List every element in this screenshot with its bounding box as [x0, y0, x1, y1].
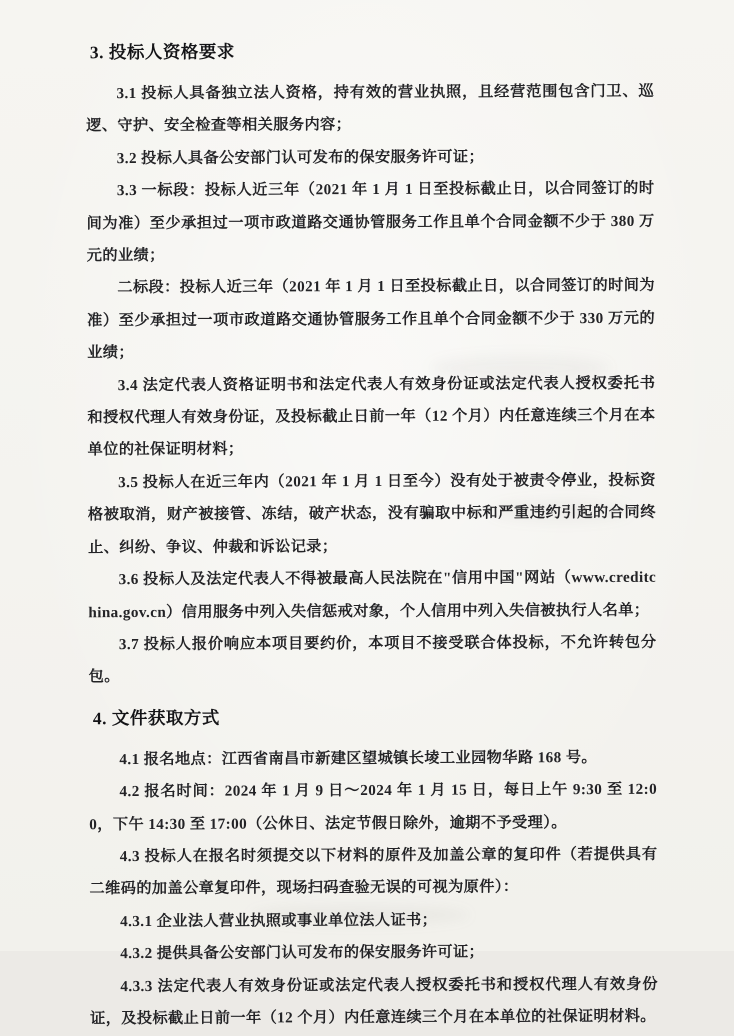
paragraph-3-6: 3.6 投标人及法定代表人不得被最高人民法院在"信用中国"网站（www.creditchina.gov.cn）信用服务中列入失信惩戒对象，个人信用中列入失信被执行人名单； [88, 568, 657, 621]
paragraph-4-3-3: 4.3.3 法定代表人有效身份证或法定代表人授权委托书和授权代理人有效身份证，及投标截止日前一年（12 个月）内任意连续三个月在本单位的社保证明材料。 [90, 975, 658, 1028]
paragraph-3-7: 3.7 投标人报价响应本项目要约价，本项目不接受联合体投标，不允许转包分包。 [88, 633, 657, 686]
paragraph-3-5: 3.5 投标人在近三年内（2021 年 1 月 1 日至今）没有处于被责令停业，投标资格被取消，财产被接管、冻结，破产状态，没有骗取中标和严重违约引起的合同终止、纠纷、争议、仲裁和诉讼记录； [87, 471, 656, 556]
paragraph-4-2: 4.2 报名时间：2024 年 1 月 9 日～2024 年 1 月 15 日，每日上午 9:30 至 12:00，下午 14:30 至 17:00（公休日、法定节假日除外，逾期不予受理）。 [89, 780, 658, 833]
paragraph-3-2: 3.2 投标人具备公安部门认可发布的保安服务许可证； [116, 148, 485, 167]
section-3-heading: 3. 投标人资格要求 [89, 41, 235, 63]
paragraph-4-3: 4.3 投标人在报名时须提交以下材料的原件及加盖公章的复印件（若提供具有二维码的加盖公章复印件，现场扫码查验无误的可视为原件）： [89, 845, 658, 898]
paragraph-4-1: 4.1 报名地点：江西省南昌市新建区望城镇长堎工业园物华路 168 号。 [119, 748, 598, 768]
paragraph-4-3-2: 4.3.2 提供具备公安部门认可发布的保安服务许可证； [120, 943, 485, 963]
section-4-heading: 4. 文件获取方式 [92, 707, 220, 728]
paragraph-3-1: 3.1 投标人具备独立法人资格，持有效的营业执照，且经营范围包含门卫、巡逻、守护、安全检查等相关服务内容； [86, 82, 655, 135]
paragraph-3-4: 3.4 法定代表人资格证明书和法定代表人有效身份证或法定代表人授权委托书和授权代理人有效身份证，及投标截止日前一年（12 个月）内任意连续三个月在本单位的社保证明材料； [87, 374, 656, 459]
paragraph-3-3-lot1: 3.3 一标段：投标人近三年（2021 年 1 月 1 日至投标截止日，以合同签订的时间为准）至少承担过一项市政道路交通协管服务工作且单个合同金额不少于 380 万元的业绩； [86, 179, 655, 265]
section-document-acquisition [89, 702, 658, 1035]
paragraph-4-3-1: 4.3.1 企业法人营业执照或事业单位法人证书； [120, 911, 438, 930]
paragraph-3-3-lot2: 二标段：投标人近三年（2021 年 1 月 1 日至投标截止日，以合同签订的时间为准）至少承担过一项市政道路交通协管服务工作且单个合同金额不少于 330 万元的业绩； [87, 277, 656, 362]
section-qualification-requirements [86, 37, 657, 694]
document-content [86, 37, 658, 1036]
